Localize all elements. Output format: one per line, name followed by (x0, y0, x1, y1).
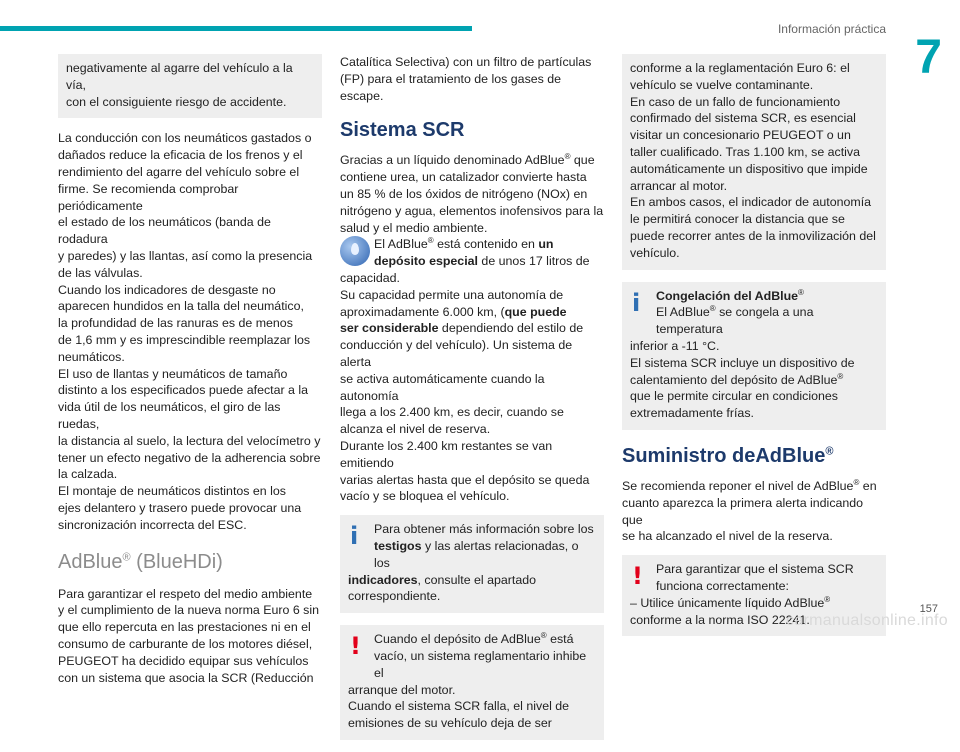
text-line: neumáticos. (58, 349, 125, 364)
note-box-continued (58, 54, 322, 118)
text-line: de las válvulas. (58, 265, 143, 280)
text-line: La conducción con los neumáticos gastados o (58, 131, 312, 146)
text-line: vehículo. (630, 245, 680, 260)
text-line: El uso de llantas y neumáticos de tamaño (58, 366, 288, 381)
section-title: Información práctica (777, 22, 886, 36)
text-line: taller cualificado. Tras 1.100 km, se activa (630, 144, 861, 159)
text-line: conforme a la reglamentación Euro 6: el (630, 61, 850, 75)
warning-icon: ! (632, 562, 643, 591)
text-line: conducción y del vehículo). Un sistema de alerta (340, 338, 573, 369)
column-2 (340, 54, 604, 752)
text-line: En caso de un fallo de funcionamiento (630, 94, 841, 109)
text-line: la profundidad de las ranuras es de menos (58, 316, 293, 331)
warning-icon: ! (350, 632, 361, 661)
text-line: nitrógeno y agua, elementos inofensivos para la (340, 203, 604, 218)
text-line: y paredes) y las llantas, así como la presencia (58, 248, 313, 263)
autonomy-paragraph: Su capacidad permite una autonomía de aproximadamente 6.000 km, (que puede ser considerable dependiendo del estilo de conducción y del vehículo). Un sistema de alerta se activa automáticamente cuando la autonomía llega a los 2.400 km, es decir, cuando se alcanza el nivel de reserva. Durante los 2.400 km restantes se van emitiendo varias alertas hasta que el depósito se queda vacío y se bloquea el vehículo. (340, 287, 604, 505)
text-line: Cuando los indicadores de desgaste no (58, 282, 276, 297)
info-box: i Para obtener más información sobre los testigos y las alertas relacionadas, o los indicadores, consulte el apartado correspondiente. (340, 515, 604, 613)
text-line: En ambos casos, el indicador de autonomía (630, 195, 872, 210)
column-3 (622, 54, 886, 648)
scr-continued-paragraph (340, 54, 604, 104)
text-line: aparecen hundidos en la talla del neumático, (58, 299, 304, 314)
info-icon: i (632, 288, 641, 317)
text-line: Catalítica Selectiva) con un filtro de partículas (340, 55, 592, 69)
text-line: automáticamente un dispositivo que impide (630, 161, 868, 176)
adblue-heading: AdBlue® (BlueHDi) (58, 550, 223, 573)
tyre-paragraph (58, 130, 322, 533)
page-number: 157 (919, 603, 938, 615)
adblue-drop-icon (340, 236, 370, 266)
supply-heading: Suministro deAdBlue® (622, 444, 834, 467)
text-line: El montaje de neumáticos distintos en los (58, 484, 286, 499)
text-line: la distancia al suelo, la lectura del velocímetro y (58, 433, 321, 448)
text-line: confirmado del sistema SCR, es esencial (630, 111, 856, 126)
column-1 (58, 54, 322, 696)
text-line: alcanza el nivel de reserva. (340, 422, 491, 437)
text-line: rendimiento del agarre del vehículo sobre el (58, 164, 300, 179)
text-line: salud y el medio ambiente. (340, 220, 488, 235)
text-line: un 85 % de los óxidos de nitrógeno (NOx) en (340, 186, 588, 201)
text-line: de 1,6 mm y es imprescindible reemplazar los (58, 332, 311, 347)
text-line: negativamente al agarre del vehículo a la vía, (66, 61, 293, 92)
text-line: llega a los 2.400 km, es decir, cuando se (340, 405, 564, 420)
text-line: vacío y se bloquea el vehículo. (340, 489, 510, 504)
header-accent-bar (0, 26, 472, 31)
text-line: la calzada. (58, 467, 118, 482)
text-line: varias alertas hasta que el depósito se queda (340, 472, 590, 487)
text-line: firme. Se recomienda comprobar periódicamente (58, 181, 239, 213)
freezing-info-box: i Congelación del AdBlue® El AdBlue® se congela a una temperatura inferior a -11 °C. El sistema SCR incluye un dispositivo de calentamiento del depósito de AdBlue® que le permite circular en condiciones extremadamente frías. (622, 282, 886, 430)
text-line: consumo de carburante de los motores diésel, (58, 636, 313, 651)
chapter-number: 7 (915, 31, 942, 84)
adblue-intro-paragraph (58, 586, 322, 687)
text-line: ejes delantero y trasero puede provocar una (58, 500, 302, 515)
text-line: sincronización incorrecta del ESC. (58, 517, 247, 532)
info-icon: i (350, 522, 359, 551)
warning-box: ! Cuando el depósito de AdBlue® está vacío, un sistema reglamentario inhibe el arranque del motor. Cuando el sistema SCR falla, el nivel de emisiones de su vehículo deja de ser (340, 625, 604, 740)
text-line: PEUGEOT ha decidido equipar sus vehículos (58, 653, 309, 668)
text-line: que ello repercuta en las prestaciones ni en el (58, 620, 311, 635)
text-line: contiene urea, un catalizador convierte hasta (340, 170, 587, 185)
scr-paragraph: Gracias a un líquido denominado AdBlue® que contiene urea, un catalizador convierte hasta un 85 % de los óxidos de nitrógeno (NOx) en nitrógeno y agua, elementos inofensivos para la salud y el medio ambiente. (340, 152, 604, 235)
text-line: con el consiguiente riesgo de accidente. (66, 94, 287, 109)
text-line: vehículo se vuelve contaminante. (630, 77, 814, 92)
text-line: con un sistema que asocia la SCR (Reducción (58, 670, 314, 685)
text-line: Durante los 2.400 km restantes se van emitiendo (340, 438, 553, 470)
text-line: puede recorrer antes de la inmovilización del (630, 228, 876, 243)
text-line: y el cumplimiento de la nueva norma Euro 6 sin (58, 603, 320, 618)
text-line: cuanto aparezca la primera alerta indicando que (622, 495, 864, 527)
text-line: visitar un concesionario PEUGEOT o un (630, 128, 851, 143)
text-line: vida útil de los neumáticos, el giro de las ruedas, (58, 400, 281, 431)
watermark: carmanualsonline.info (786, 612, 948, 629)
supply-paragraph: Se recomienda reponer el nivel de AdBlue® en cuanto aparezca la primera alerta indicando que se ha alcanzado el nivel de la reserva. (622, 478, 886, 545)
text-line: dañados reduce la eficacia de los frenos y el (58, 148, 303, 163)
scr-heading: Sistema SCR (340, 119, 465, 142)
text-line: arrancar al motor. (630, 178, 728, 193)
text-line: distinto a los especificados puede afectar a la (58, 383, 309, 398)
warning-box-continued (622, 54, 886, 270)
text-line: se ha alcanzado el nivel de la reserva. (622, 529, 833, 544)
text-line: (FP) para el tratamiento de los gases de escape. (340, 71, 562, 103)
text-line: tener un efecto negativo de la adherencia sobre (58, 450, 321, 465)
supply-warning-box: ! Para garantizar que el sistema SCR funciona correctamente: – Utilice únicamente líquido AdBlue® conforme a la norma ISO 22241. (622, 555, 886, 636)
text-line: Para garantizar el respeto del medio ambiente (58, 586, 313, 601)
text-line: le permitirá conocer la distancia que se (630, 212, 845, 227)
text-line: el estado de los neumáticos (banda de rodadura (58, 215, 271, 247)
adblue-tank-note: El AdBlue® está contenido en un depósito especial de unos 17 litros de capacidad. (340, 236, 590, 285)
text-line: se activa automáticamente cuando la autonomía (340, 371, 545, 403)
